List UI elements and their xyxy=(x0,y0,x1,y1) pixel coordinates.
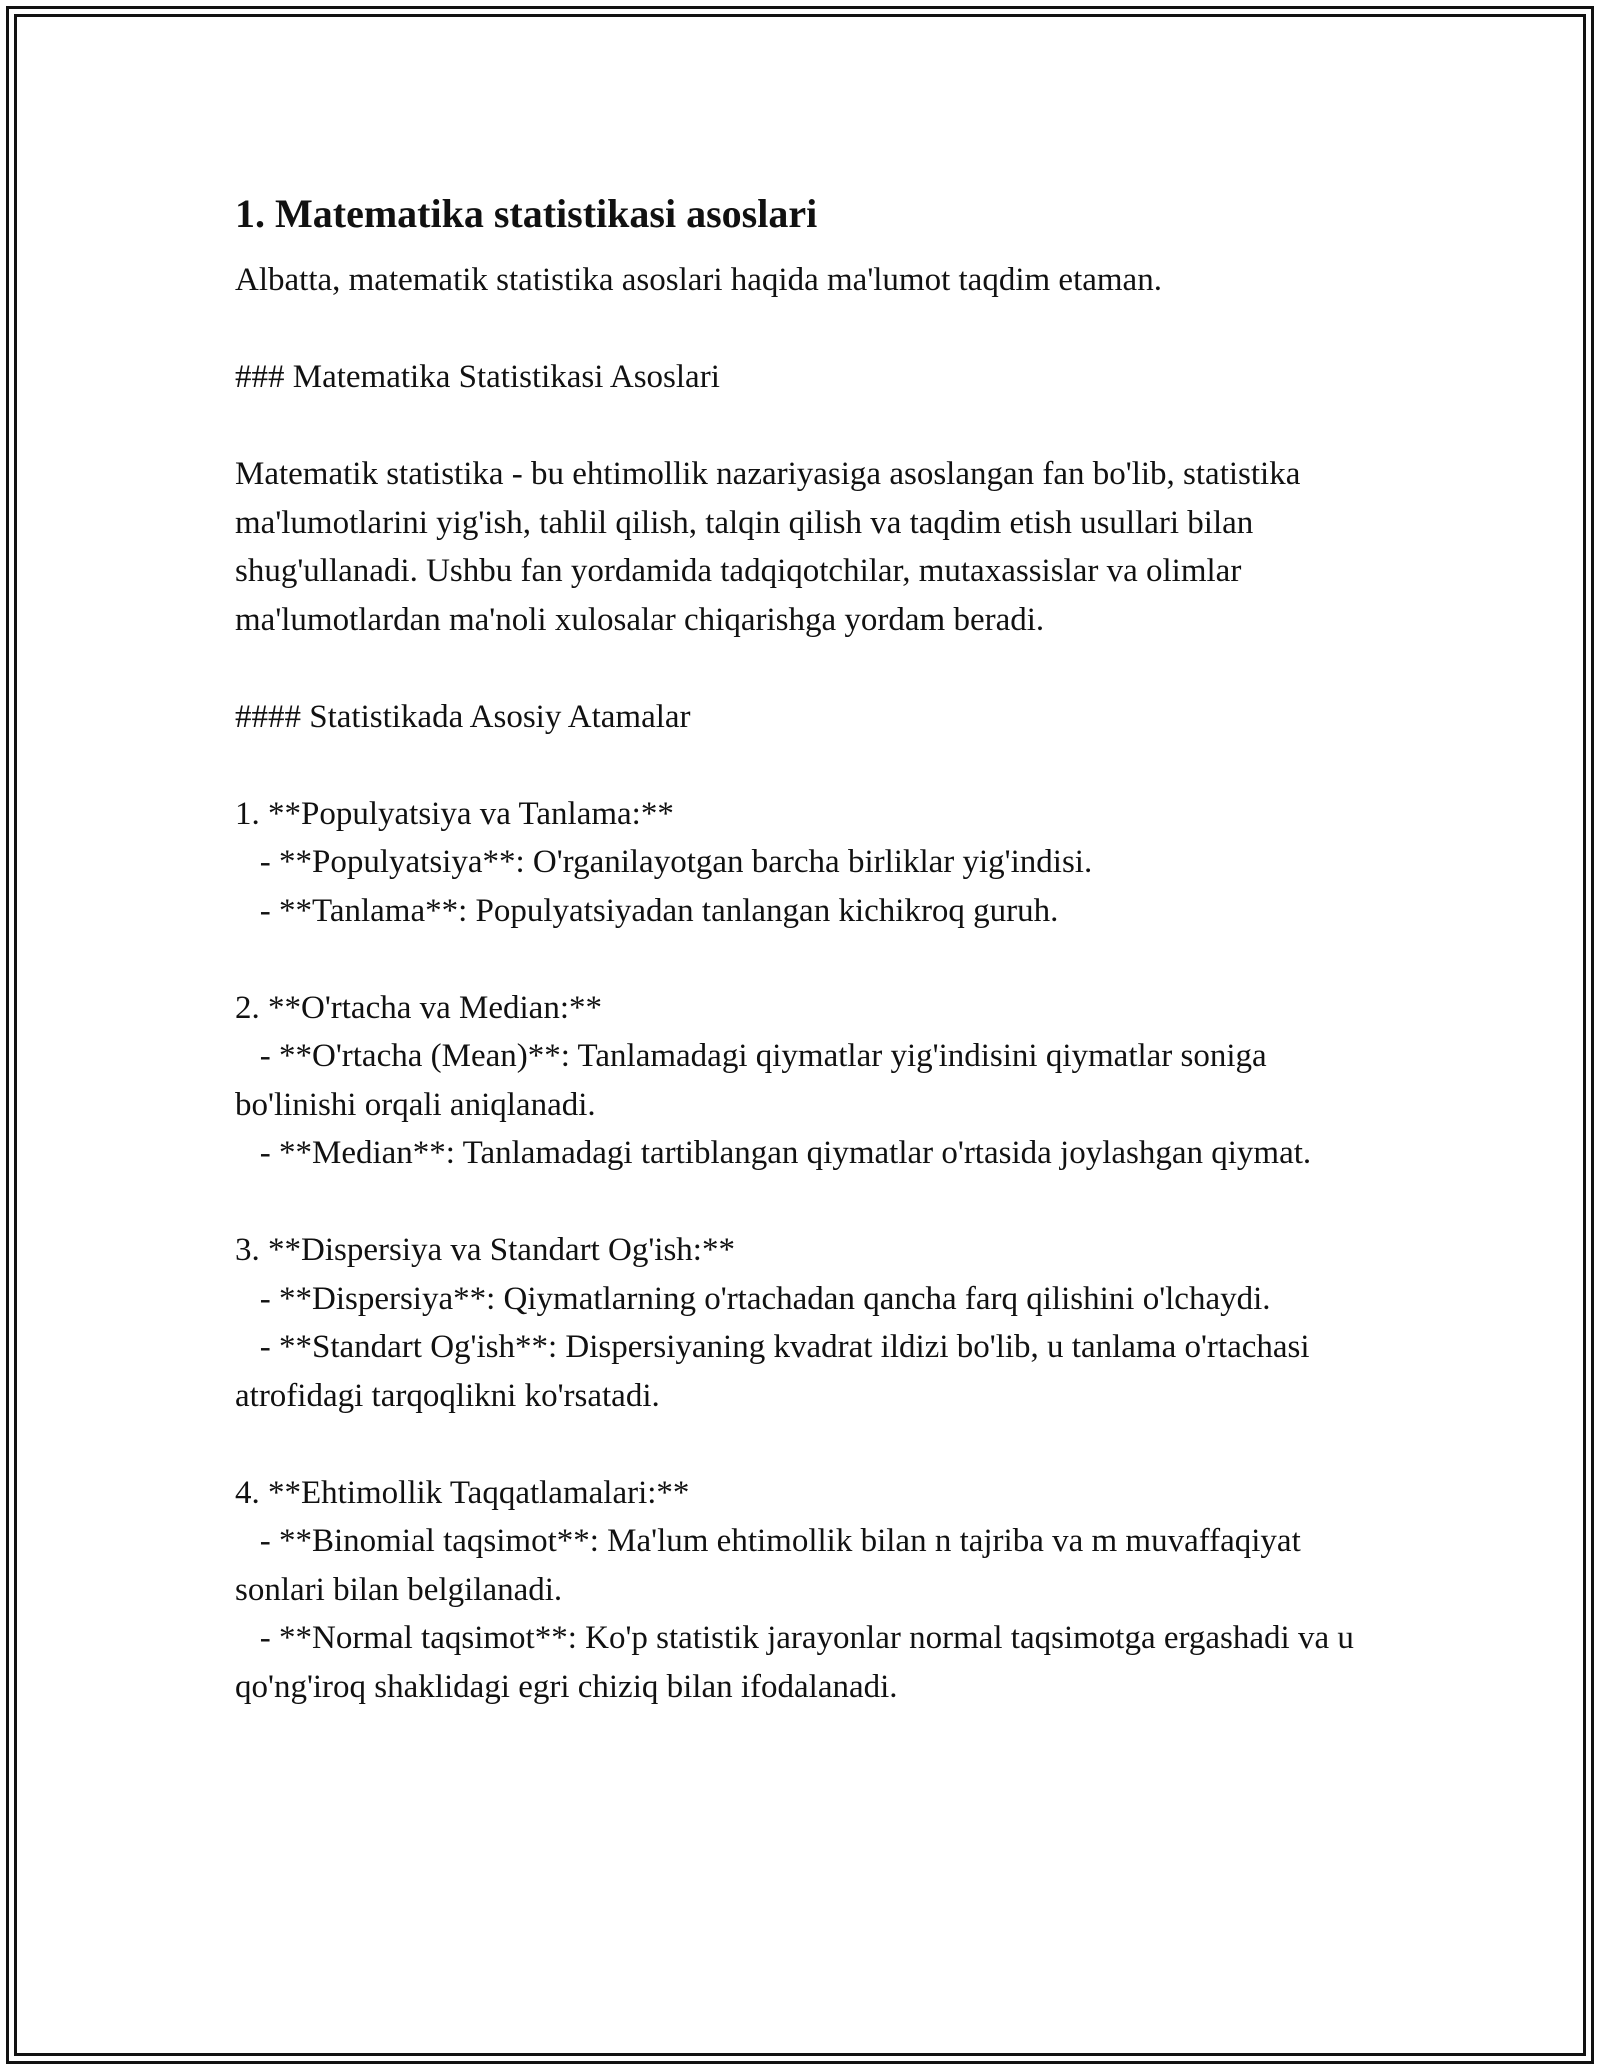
term-section-3 xyxy=(235,1226,1365,1420)
term-item: - **Binomial taqsimot**: Ma'lum ehtimollik bilan n tajriba va m muvaffaqiyat sonlari bilan belgilanadi. xyxy=(235,1523,1309,1608)
term-item: - **Populyatsiya**: O'rganilayotgan barcha birliklar yig'indisi. xyxy=(235,844,1093,880)
term-section-title: 3. **Dispersiya va Standart Og'ish:** xyxy=(235,1232,735,1268)
intro-paragraph: Albatta, matematik statistika asoslari haqida ma'lumot taqdim etaman. xyxy=(235,262,1162,298)
definition-paragraph: Matematik statistika - bu ehtimollik nazariyasiga asoslangan fan bo'lib, statistika ma'lumotlarini yig'ish, tahlil qilish, talqin qilish va taqdim etish usullari bilan shug'ullanadi. Ushbu fan yordamida tadqiqotchilar, mutaxassislar va olimlar ma'lumotlardan ma'noli xulosalar chiqarishga yordam beradi. xyxy=(235,456,1309,638)
term-section-2 xyxy=(235,984,1365,1178)
term-item: - **Tanlama**: Populyatsiyadan tanlangan kichikroq guruh. xyxy=(235,892,1059,929)
section-heading: ### Matematika Statistikasi Asoslari xyxy=(235,359,720,395)
term-item: - **Standart Og'ish**: Dispersiyaning kvadrat ildizi bo'lib, u tanlama o'rtachasi atrofidagi tarqoqlikni ko'rsatadi. xyxy=(235,1329,1318,1414)
term-section-title: 2. **O'rtacha va Median:** xyxy=(235,989,602,1026)
term-item: - **O'rtacha (Mean)**: Tanlamadagi qiymatlar yig'indisini qiymatlar soniga bo'linishi orqali aniqlanadi. xyxy=(235,1038,1275,1123)
document-body xyxy=(235,186,1365,1711)
subsection-heading: #### Statistikada Asosiy Atamalar xyxy=(235,698,691,735)
term-section-title: 1. **Populyatsiya va Tanlama:** xyxy=(235,795,674,832)
term-section-1 xyxy=(235,790,1365,936)
term-item: - **Dispersiya**: Qiymatlarning o'rtachadan qancha farq qilishini o'lchaydi. xyxy=(235,1280,1271,1317)
term-section-4 xyxy=(235,1469,1365,1712)
term-section-title: 4. **Ehtimollik Taqqatlamalari:** xyxy=(235,1474,690,1511)
term-item: - **Normal taqsimot**: Ko'p statistik jarayonlar normal taqsimotga ergashadi va u qo'ng'iroq shaklidagi egri chiziq bilan ifodalanadi. xyxy=(235,1620,1363,1705)
term-item: - **Median**: Tanlamadagi tartiblangan qiymatlar o'rtasida joylashgan qiymat. xyxy=(235,1135,1312,1171)
document-title: 1. Matematika statistikasi asoslari xyxy=(235,191,818,236)
